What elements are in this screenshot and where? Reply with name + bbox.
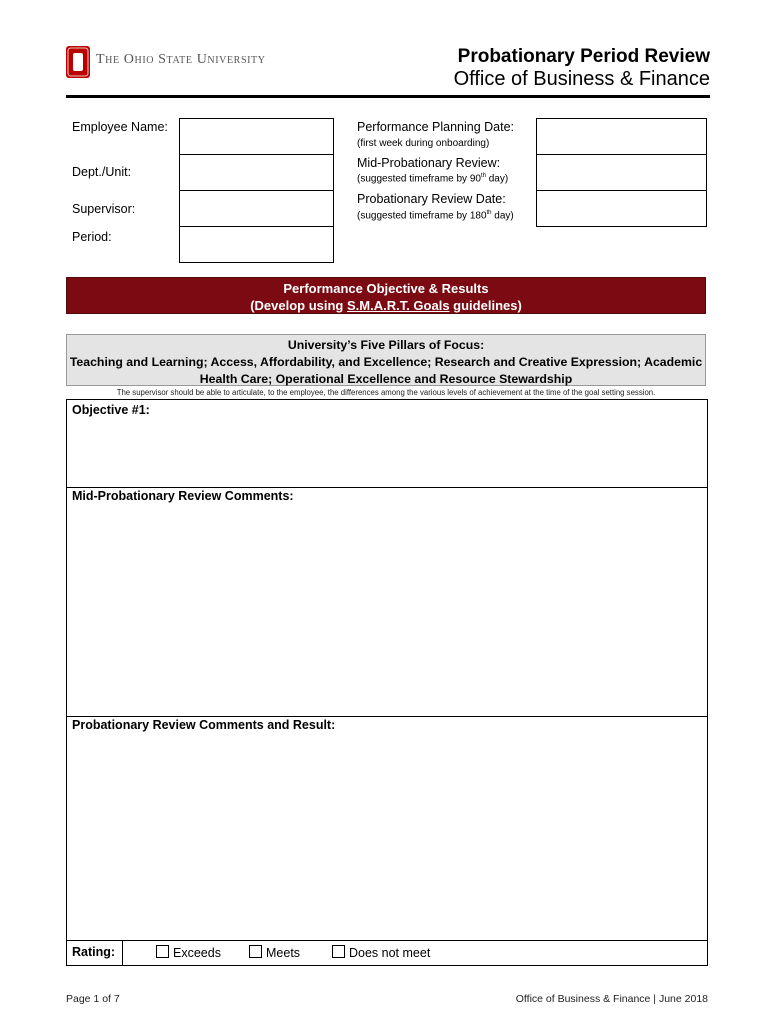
mid-review-label: Mid-Probationary Review: bbox=[357, 156, 501, 170]
mid-review-note: (suggested timeframe by 90th day) bbox=[357, 173, 509, 185]
supervisor-label: Supervisor: bbox=[72, 202, 136, 216]
dept-unit-label: Dept./Unit: bbox=[72, 165, 132, 179]
planning-date-field[interactable] bbox=[536, 118, 707, 155]
checkbox-icon[interactable] bbox=[156, 945, 169, 958]
review-date-field[interactable] bbox=[536, 190, 707, 227]
block-o-logo bbox=[66, 46, 90, 78]
review-comments-field[interactable] bbox=[67, 735, 707, 938]
banner-subtitle: (Develop using S.M.A.R.T. Goals guidelines) bbox=[250, 298, 522, 313]
dept-unit-field[interactable] bbox=[179, 154, 334, 191]
planning-date-label: Performance Planning Date: bbox=[357, 120, 515, 134]
employee-name-label: Employee Name: bbox=[72, 120, 168, 134]
pillars-line: Teaching and Learning; Access, Affordability, and Excellence; Research and Creative Expression; Academic bbox=[69, 355, 703, 369]
header-divider bbox=[66, 95, 710, 98]
rating-option-exceeds[interactable]: Exceeds bbox=[156, 945, 221, 960]
objective-banner bbox=[66, 277, 706, 314]
pillars-line: Health Care; Operational Excellence and Resource Stewardship bbox=[199, 372, 573, 386]
checkbox-icon[interactable] bbox=[332, 945, 345, 958]
row-divider bbox=[66, 716, 708, 717]
rating-label: Rating: bbox=[72, 945, 116, 959]
supervisor-field[interactable] bbox=[179, 190, 334, 227]
objective-label: Objective #1: bbox=[72, 403, 150, 417]
review-date-note: (suggested timeframe by 180th day) bbox=[357, 210, 514, 222]
five-pillars-box bbox=[66, 334, 706, 386]
row-divider bbox=[66, 487, 708, 488]
rating-divider bbox=[122, 941, 123, 965]
mid-review-date-field[interactable] bbox=[536, 154, 707, 191]
banner-title: Performance Objective & Results bbox=[283, 281, 489, 296]
page-number: Page 1 of 7 bbox=[66, 993, 120, 1005]
mid-comments-field[interactable] bbox=[67, 506, 707, 714]
supervisor-note: The supervisor should be able to articulate, to the employee, the differences among the various levels of achievement at the time of the goal setting session. bbox=[116, 388, 656, 397]
objective-field[interactable] bbox=[67, 420, 707, 486]
period-label: Period: bbox=[72, 230, 112, 244]
page-title: Probationary Period Review bbox=[457, 46, 710, 67]
period-field[interactable] bbox=[179, 226, 334, 263]
footer-department-date: Office of Business & Finance | June 2018 bbox=[515, 993, 708, 1005]
smart-goals-link[interactable]: S.M.A.R.T. Goals bbox=[346, 298, 450, 313]
mid-comments-label: Mid-Probationary Review Comments: bbox=[72, 489, 294, 503]
rating-option-meets[interactable]: Meets bbox=[249, 945, 300, 960]
checkbox-icon[interactable] bbox=[249, 945, 262, 958]
review-date-label: Probationary Review Date: bbox=[357, 192, 506, 206]
rating-option-does-not-meet[interactable]: Does not meet bbox=[332, 945, 430, 960]
planning-date-note: (first week during onboarding) bbox=[357, 138, 490, 149]
employee-name-field[interactable] bbox=[179, 118, 334, 155]
pillars-heading: University’s Five Pillars of Focus: bbox=[287, 338, 485, 352]
row-divider bbox=[66, 940, 708, 941]
university-wordmark: The Ohio State University bbox=[96, 52, 266, 67]
page-subtitle: Office of Business & Finance bbox=[453, 68, 710, 90]
review-comments-label: Probationary Review Comments and Result: bbox=[72, 718, 336, 732]
